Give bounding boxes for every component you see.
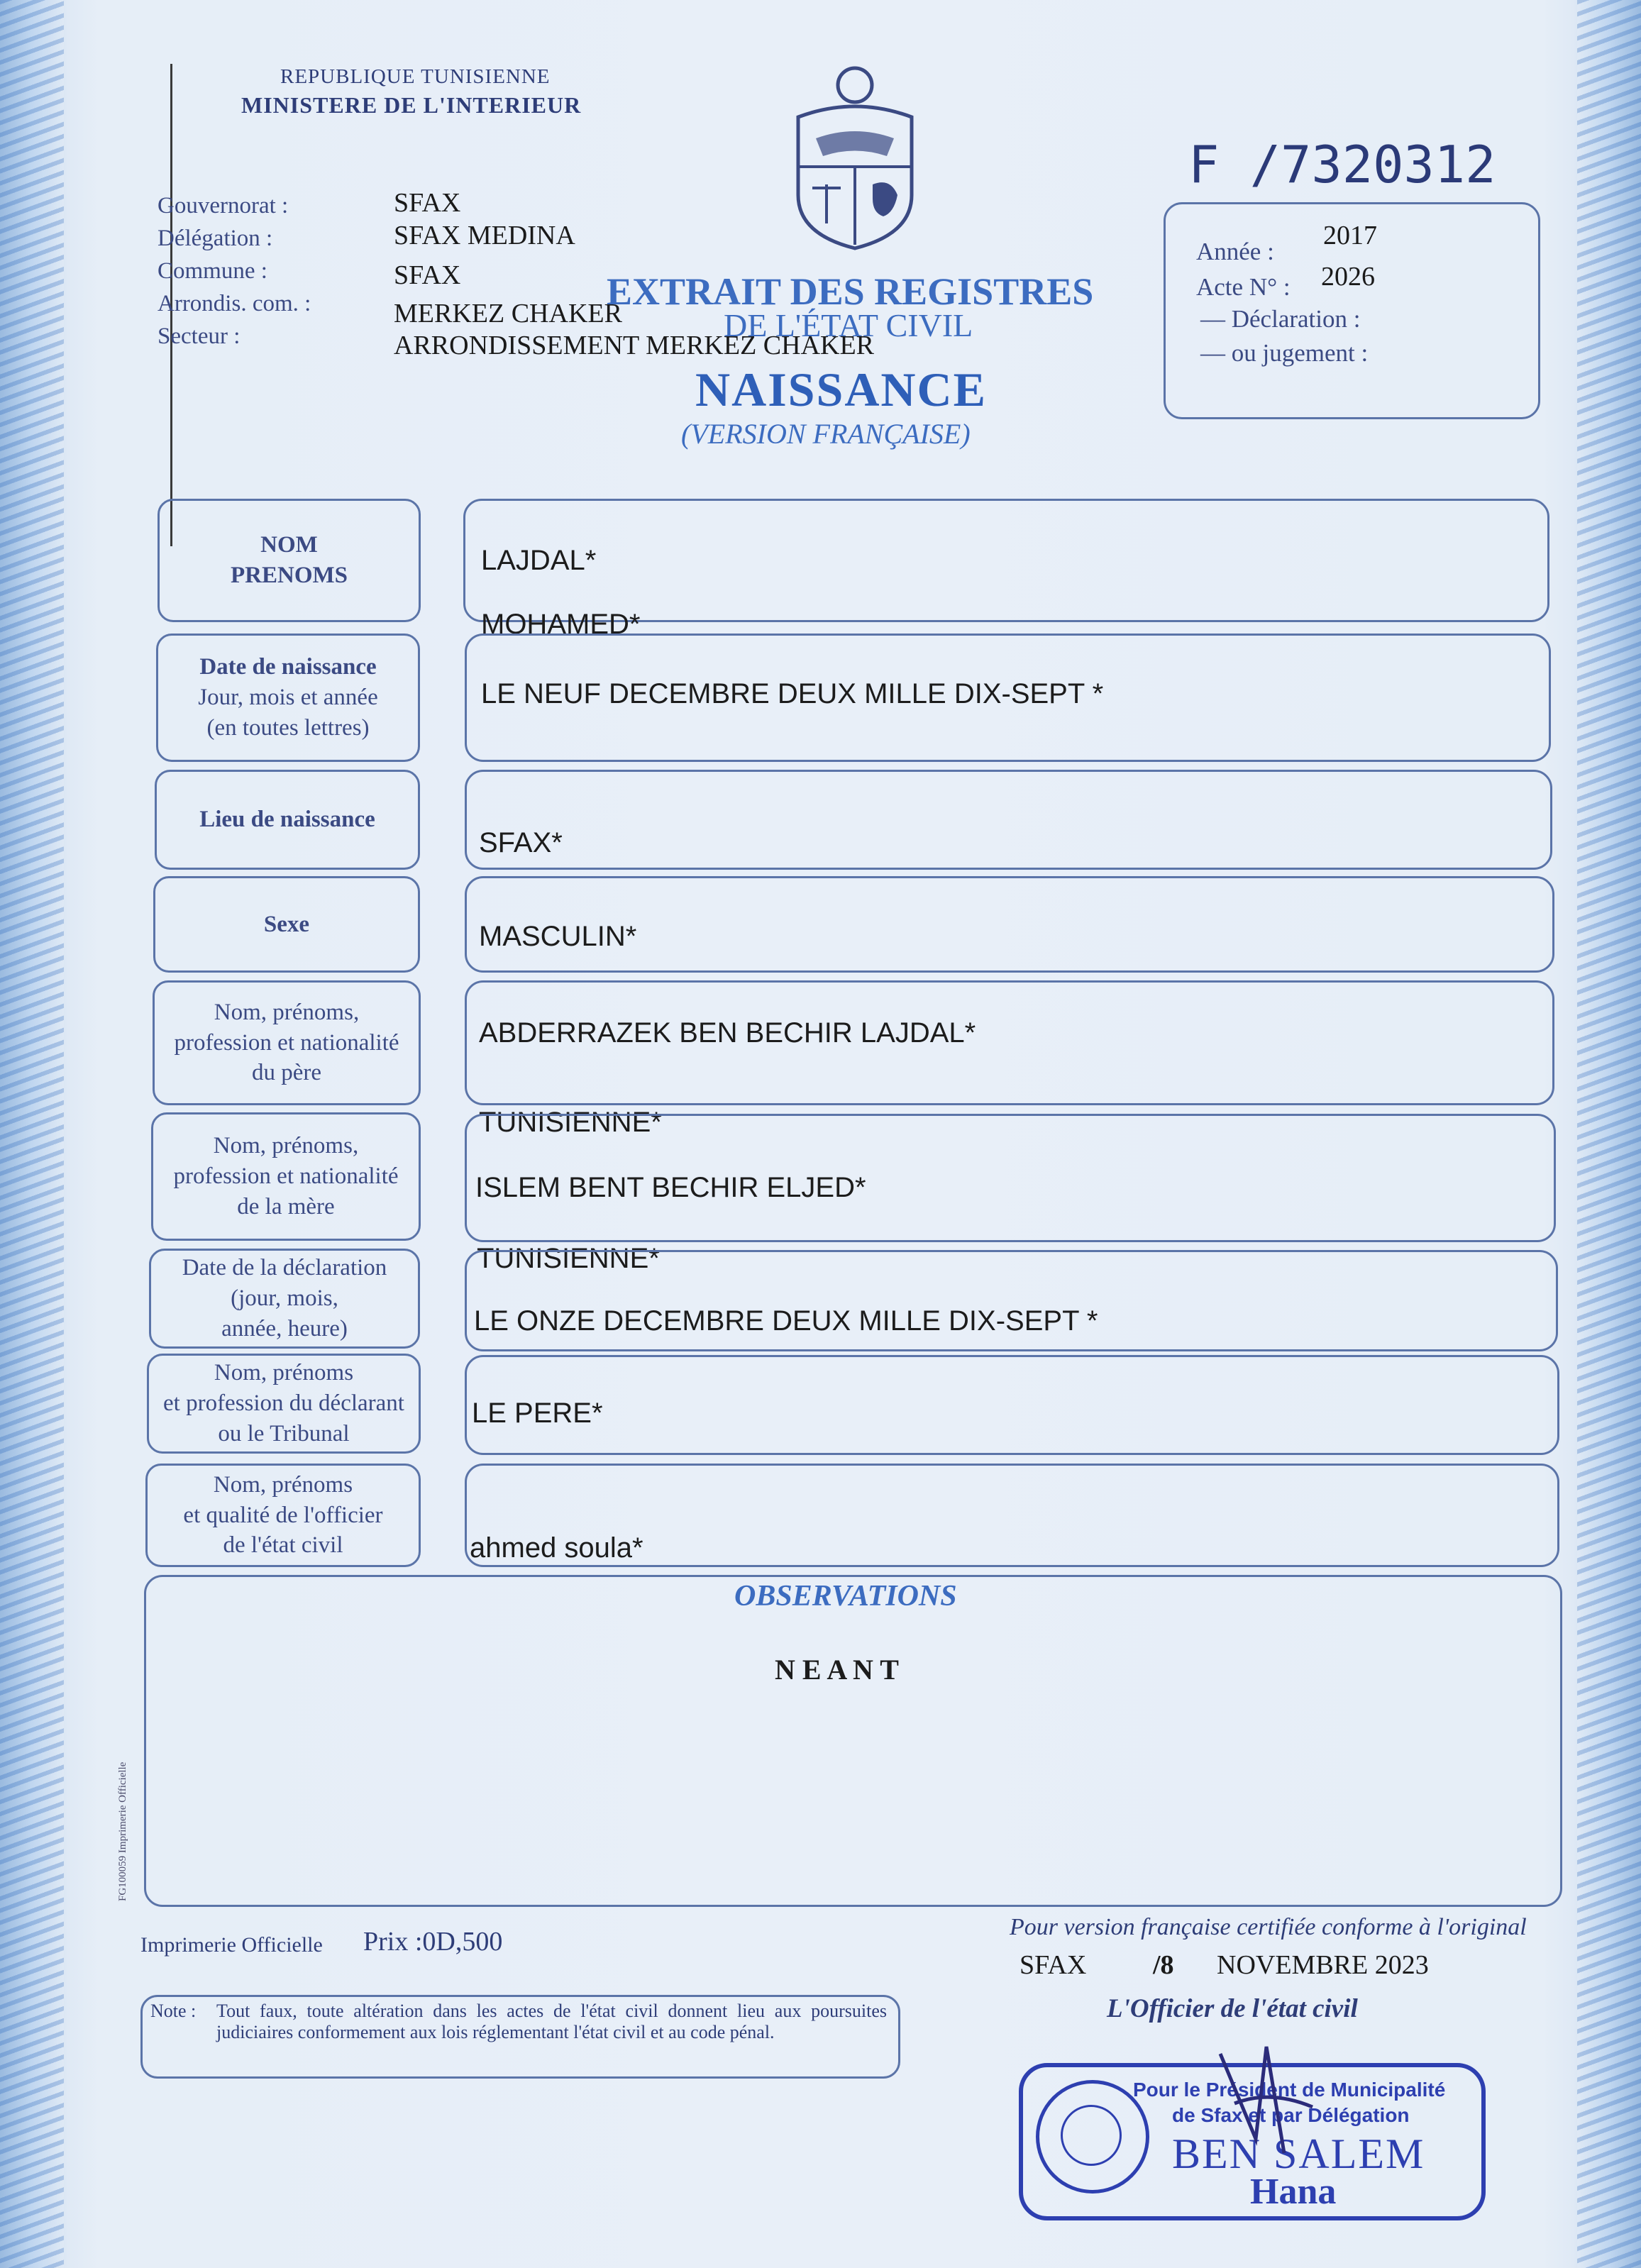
officier-label1: Nom, prénoms bbox=[213, 1471, 353, 1498]
title-line1: EXTRAIT DES REGISTRES bbox=[607, 270, 1094, 313]
mere-label3: de la mère bbox=[237, 1193, 335, 1219]
prenoms-label: PRENOMS bbox=[231, 563, 348, 588]
mere-value: ISLEM BENT BECHIR ELJED* bbox=[475, 1172, 866, 1203]
signature-mark bbox=[1206, 2040, 1320, 2164]
municipal-seal-icon bbox=[1036, 2080, 1149, 2194]
pere-label-cell bbox=[153, 980, 421, 1105]
observations-title: OBSERVATIONS bbox=[734, 1580, 957, 1613]
nom-label-cell bbox=[158, 499, 421, 622]
declarant-label3: ou le Tribunal bbox=[218, 1420, 350, 1446]
stamp-name: BEN SALEM bbox=[1172, 2130, 1425, 2177]
title-version: (VERSION FRANÇAISE) bbox=[681, 418, 971, 450]
price-label: Prix :0D,500 bbox=[363, 1927, 503, 1957]
officier-label-cell bbox=[145, 1464, 421, 1567]
mere-label-cell bbox=[151, 1112, 421, 1241]
pere-label2: profession et nationalité bbox=[174, 1029, 399, 1056]
certification-text: Pour version française certifiée conforme à l'original bbox=[1010, 1914, 1527, 1940]
date-naissance-label-cell bbox=[156, 634, 420, 762]
declarant-label1: Nom, prénoms bbox=[214, 1360, 354, 1386]
lieu-label: Lieu de naissance bbox=[199, 807, 375, 833]
issue-city: SFAX bbox=[1020, 1950, 1087, 1980]
lieu-value: SFAX* bbox=[479, 827, 563, 858]
officier-value: ahmed soula* bbox=[470, 1532, 643, 1564]
nom-value: LAJDAL* bbox=[481, 545, 597, 576]
declaration-date-label2: (jour, mois, bbox=[231, 1285, 338, 1312]
annee-label: Année : bbox=[1196, 238, 1274, 265]
legal-note-text: Tout faux, toute altération dans les actes de l'état civil donnent lieu aux poursuites judiciaires conformement aux lois réglementant l'état civil et au code pénal. bbox=[216, 2001, 887, 2042]
declarant-value: LE PERE* bbox=[472, 1398, 603, 1429]
stamp-firstname: Hana bbox=[1250, 2172, 1337, 2212]
annee-value: 2017 bbox=[1323, 221, 1377, 250]
admin-value-gouvernorat: SFAX bbox=[394, 188, 461, 218]
declaration-date-label3: année, heure) bbox=[221, 1315, 348, 1342]
declaration-label: — Déclaration : bbox=[1200, 305, 1361, 333]
sexe-label-cell bbox=[153, 876, 420, 973]
issue-day: /8 bbox=[1153, 1950, 1174, 1980]
lieu-value-cell bbox=[465, 770, 1552, 870]
mere-label2: profession et nationalité bbox=[173, 1163, 399, 1190]
pere-value: ABDERRAZEK BEN BECHIR LAJDAL* bbox=[479, 1017, 976, 1049]
title-main: NAISSANCE bbox=[695, 363, 987, 416]
pere-label3: du père bbox=[251, 1060, 322, 1086]
prenom-value: MOHAMED* bbox=[481, 609, 641, 640]
admin-value-delegation: SFAX MEDINA bbox=[394, 221, 575, 250]
nom-value-cell bbox=[463, 499, 1549, 622]
coat-of-arms-icon bbox=[788, 53, 922, 252]
title-line2: DE L'ÉTAT CIVIL bbox=[724, 307, 973, 343]
nom-label: NOM bbox=[260, 532, 318, 558]
sexe-value: MASCULIN* bbox=[479, 921, 637, 952]
side-print-code: FG100059 Imprimerie Officielle bbox=[117, 1761, 128, 1901]
declarant-value-cell bbox=[465, 1355, 1559, 1455]
date-naissance-sublabel: Jour, mois et année bbox=[198, 685, 378, 711]
declarant-label2: et profession du déclarant bbox=[163, 1390, 404, 1417]
admin-label-commune: Commune : bbox=[158, 258, 267, 284]
admin-label-secteur: Secteur : bbox=[158, 323, 241, 349]
mere-label1: Nom, prénoms, bbox=[213, 1133, 359, 1159]
admin-value-commune: SFAX bbox=[394, 260, 461, 290]
declaration-date-label-cell bbox=[149, 1249, 420, 1349]
right-guilloche-border bbox=[1577, 0, 1641, 2268]
ministry-heading: MINISTERE DE L'INTERIEUR bbox=[241, 92, 582, 118]
admin-value-secteur: ARRONDISSEMENT MERKEZ CHAKER bbox=[394, 331, 875, 360]
acte-value: 2026 bbox=[1321, 262, 1375, 292]
lieu-label-cell bbox=[155, 770, 420, 870]
jugement-label: — ou jugement : bbox=[1200, 339, 1369, 367]
mere-nationality: TUNISIENNE* bbox=[477, 1243, 660, 1274]
stamp-line1: Pour le Président de Municipalité bbox=[1133, 2079, 1446, 2101]
officier-signature-title: L'Officier de l'état civil bbox=[1107, 1994, 1358, 2023]
observations-box bbox=[144, 1575, 1562, 1907]
imprimerie-label: Imprimerie Officielle bbox=[140, 1933, 323, 1957]
stamp-line2: de Sfax et par Délégation bbox=[1172, 2104, 1410, 2126]
pere-label1: Nom, prénoms, bbox=[214, 999, 360, 1025]
officier-label3: de l'état civil bbox=[223, 1532, 343, 1559]
date-naissance-value: LE NEUF DECEMBRE DEUX MILLE DIX-SEPT * bbox=[481, 678, 1104, 709]
serial-number: F /7320312 bbox=[1188, 135, 1496, 194]
pere-nationality: TUNISIENNE* bbox=[479, 1107, 662, 1138]
date-naissance-label: Date de naissance bbox=[199, 654, 377, 680]
observations-value: N E A N T bbox=[775, 1654, 899, 1686]
admin-label-delegation: Délégation : bbox=[158, 226, 273, 251]
issue-month-year: NOVEMBRE 2023 bbox=[1217, 1950, 1429, 1980]
date-naissance-sublabel2: (en toutes lettres) bbox=[206, 714, 370, 741]
note-label: Note : bbox=[150, 2001, 197, 2021]
admin-label-gouvernorat: Gouvernorat : bbox=[158, 193, 289, 218]
declarant-label-cell bbox=[147, 1354, 421, 1454]
officier-label2: et qualité de l'officier bbox=[183, 1502, 383, 1528]
sexe-label: Sexe bbox=[263, 911, 310, 937]
left-guilloche-border bbox=[0, 0, 64, 2268]
republic-heading: REPUBLIQUE TUNISIENNE bbox=[280, 65, 551, 88]
declaration-date-label1: Date de la déclaration bbox=[182, 1255, 387, 1281]
declaration-date-value: LE ONZE DECEMBRE DEUX MILLE DIX-SEPT * bbox=[474, 1305, 1098, 1337]
admin-label-arrondissement: Arrondis. com. : bbox=[158, 291, 311, 316]
acte-label: Acte N° : bbox=[1196, 273, 1291, 301]
admin-value-arrondissement: MERKEZ CHAKER bbox=[394, 299, 622, 328]
